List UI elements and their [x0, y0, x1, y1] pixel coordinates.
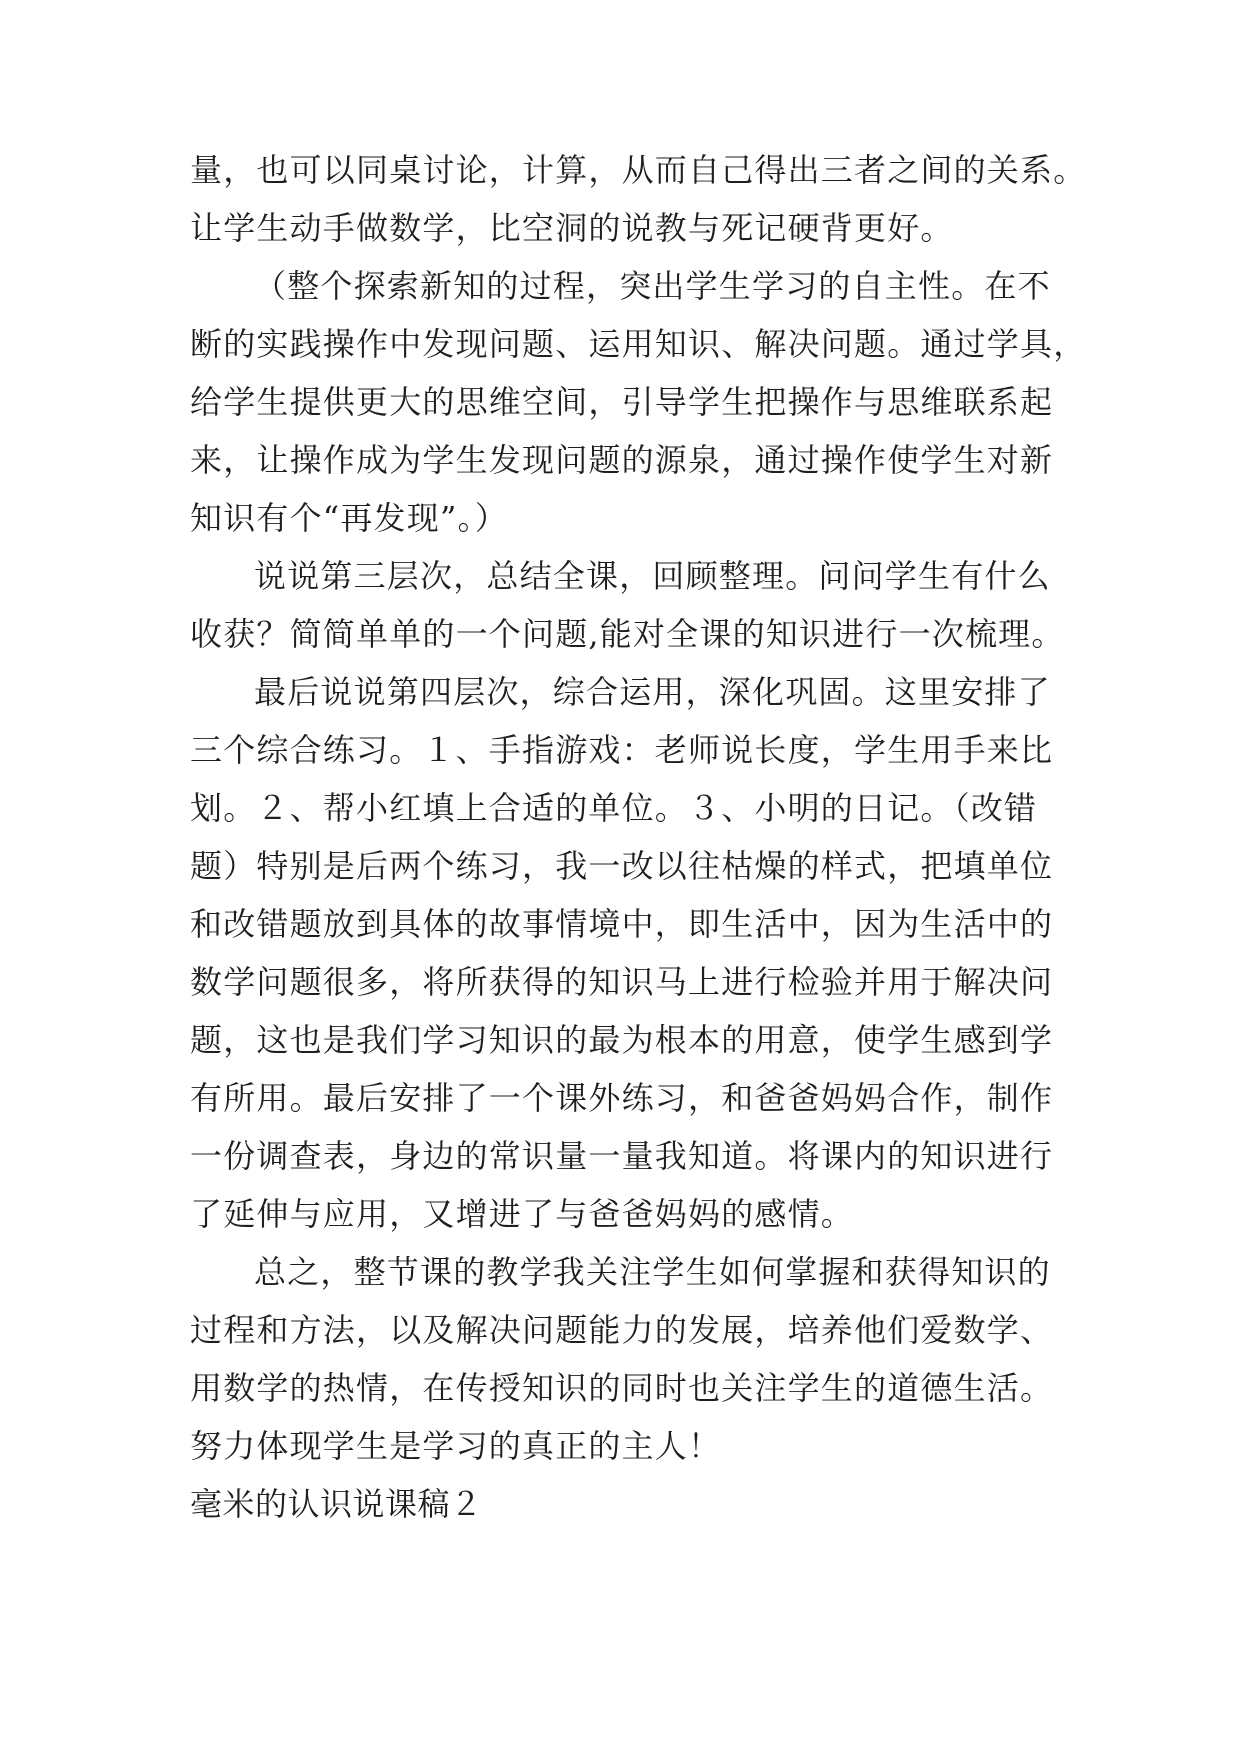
section-heading: 毫米的认识说课稿２ — [190, 1485, 483, 1523]
paragraph-start-line: 最后说说第四层次，综合运用，深化巩固。这里安排了 — [254, 673, 1051, 711]
text-line: 过程和方法，以及解决问题能力的发展，培养他们爱数学、 — [190, 1311, 1054, 1349]
text-line: 用数学的热情，在传授知识的同时也关注学生的道德生活。 — [190, 1369, 1054, 1407]
text-line: 来，让操作成为学生发现问题的源泉，通过操作使学生对新 — [190, 441, 1054, 479]
text-line: 量，也可以同桌讨论，计算，从而自己得出三者之间的关系。 — [190, 151, 1087, 189]
text-line: 和改错题放到具体的故事情境中，即生活中，因为生活中的 — [190, 905, 1054, 943]
text-line: 让学生动手做数学，比空洞的说教与死记硬背更好。 — [190, 209, 954, 247]
text-line: 努力体现学生是学习的真正的主人！ — [190, 1427, 722, 1465]
text-line: 划。２、帮小红填上合适的单位。３、小明的日记。（改错 — [190, 789, 1038, 827]
text-line: 知识有个“再发现”。） — [190, 499, 508, 537]
paragraph-start-line: 总之，整节课的教学我关注学生如何掌握和获得知识的 — [254, 1253, 1051, 1291]
text-line: 断的实践操作中发现问题、运用知识、解决问题。通过学具， — [190, 325, 1087, 363]
text-line: 给学生提供更大的思维空间，引导学生把操作与思维联系起 — [190, 383, 1054, 421]
text-line: 题）特别是后两个练习，我一改以往枯燥的样式，把填单位 — [190, 847, 1054, 885]
text-line: 有所用。最后安排了一个课外练习，和爸爸妈妈合作，制作 — [190, 1079, 1054, 1117]
text-line: 数学问题很多，将所获得的知识马上进行检验并用于解决问 — [190, 963, 1054, 1001]
paragraph-start-line: （整个探索新知的过程，突出学生学习的自主性。在不 — [254, 267, 1051, 305]
paragraph-start-line: 说说第三层次，总结全课，回顾整理。问问学生有什么 — [254, 557, 1051, 595]
text-line: 一份调查表，身边的常识量一量我知道。将课内的知识进行 — [190, 1137, 1054, 1175]
text-line: 了延伸与应用，又增进了与爸爸妈妈的感情。 — [190, 1195, 855, 1233]
text-line: 题，这也是我们学习知识的最为根本的用意，使学生感到学 — [190, 1021, 1054, 1059]
text-line: 收获？简简单单的一个问题,能对全课的知识进行一次梳理。 — [190, 615, 1065, 653]
text-line: 三个综合练习。１、手指游戏：老师说长度，学生用手来比 — [190, 731, 1054, 769]
